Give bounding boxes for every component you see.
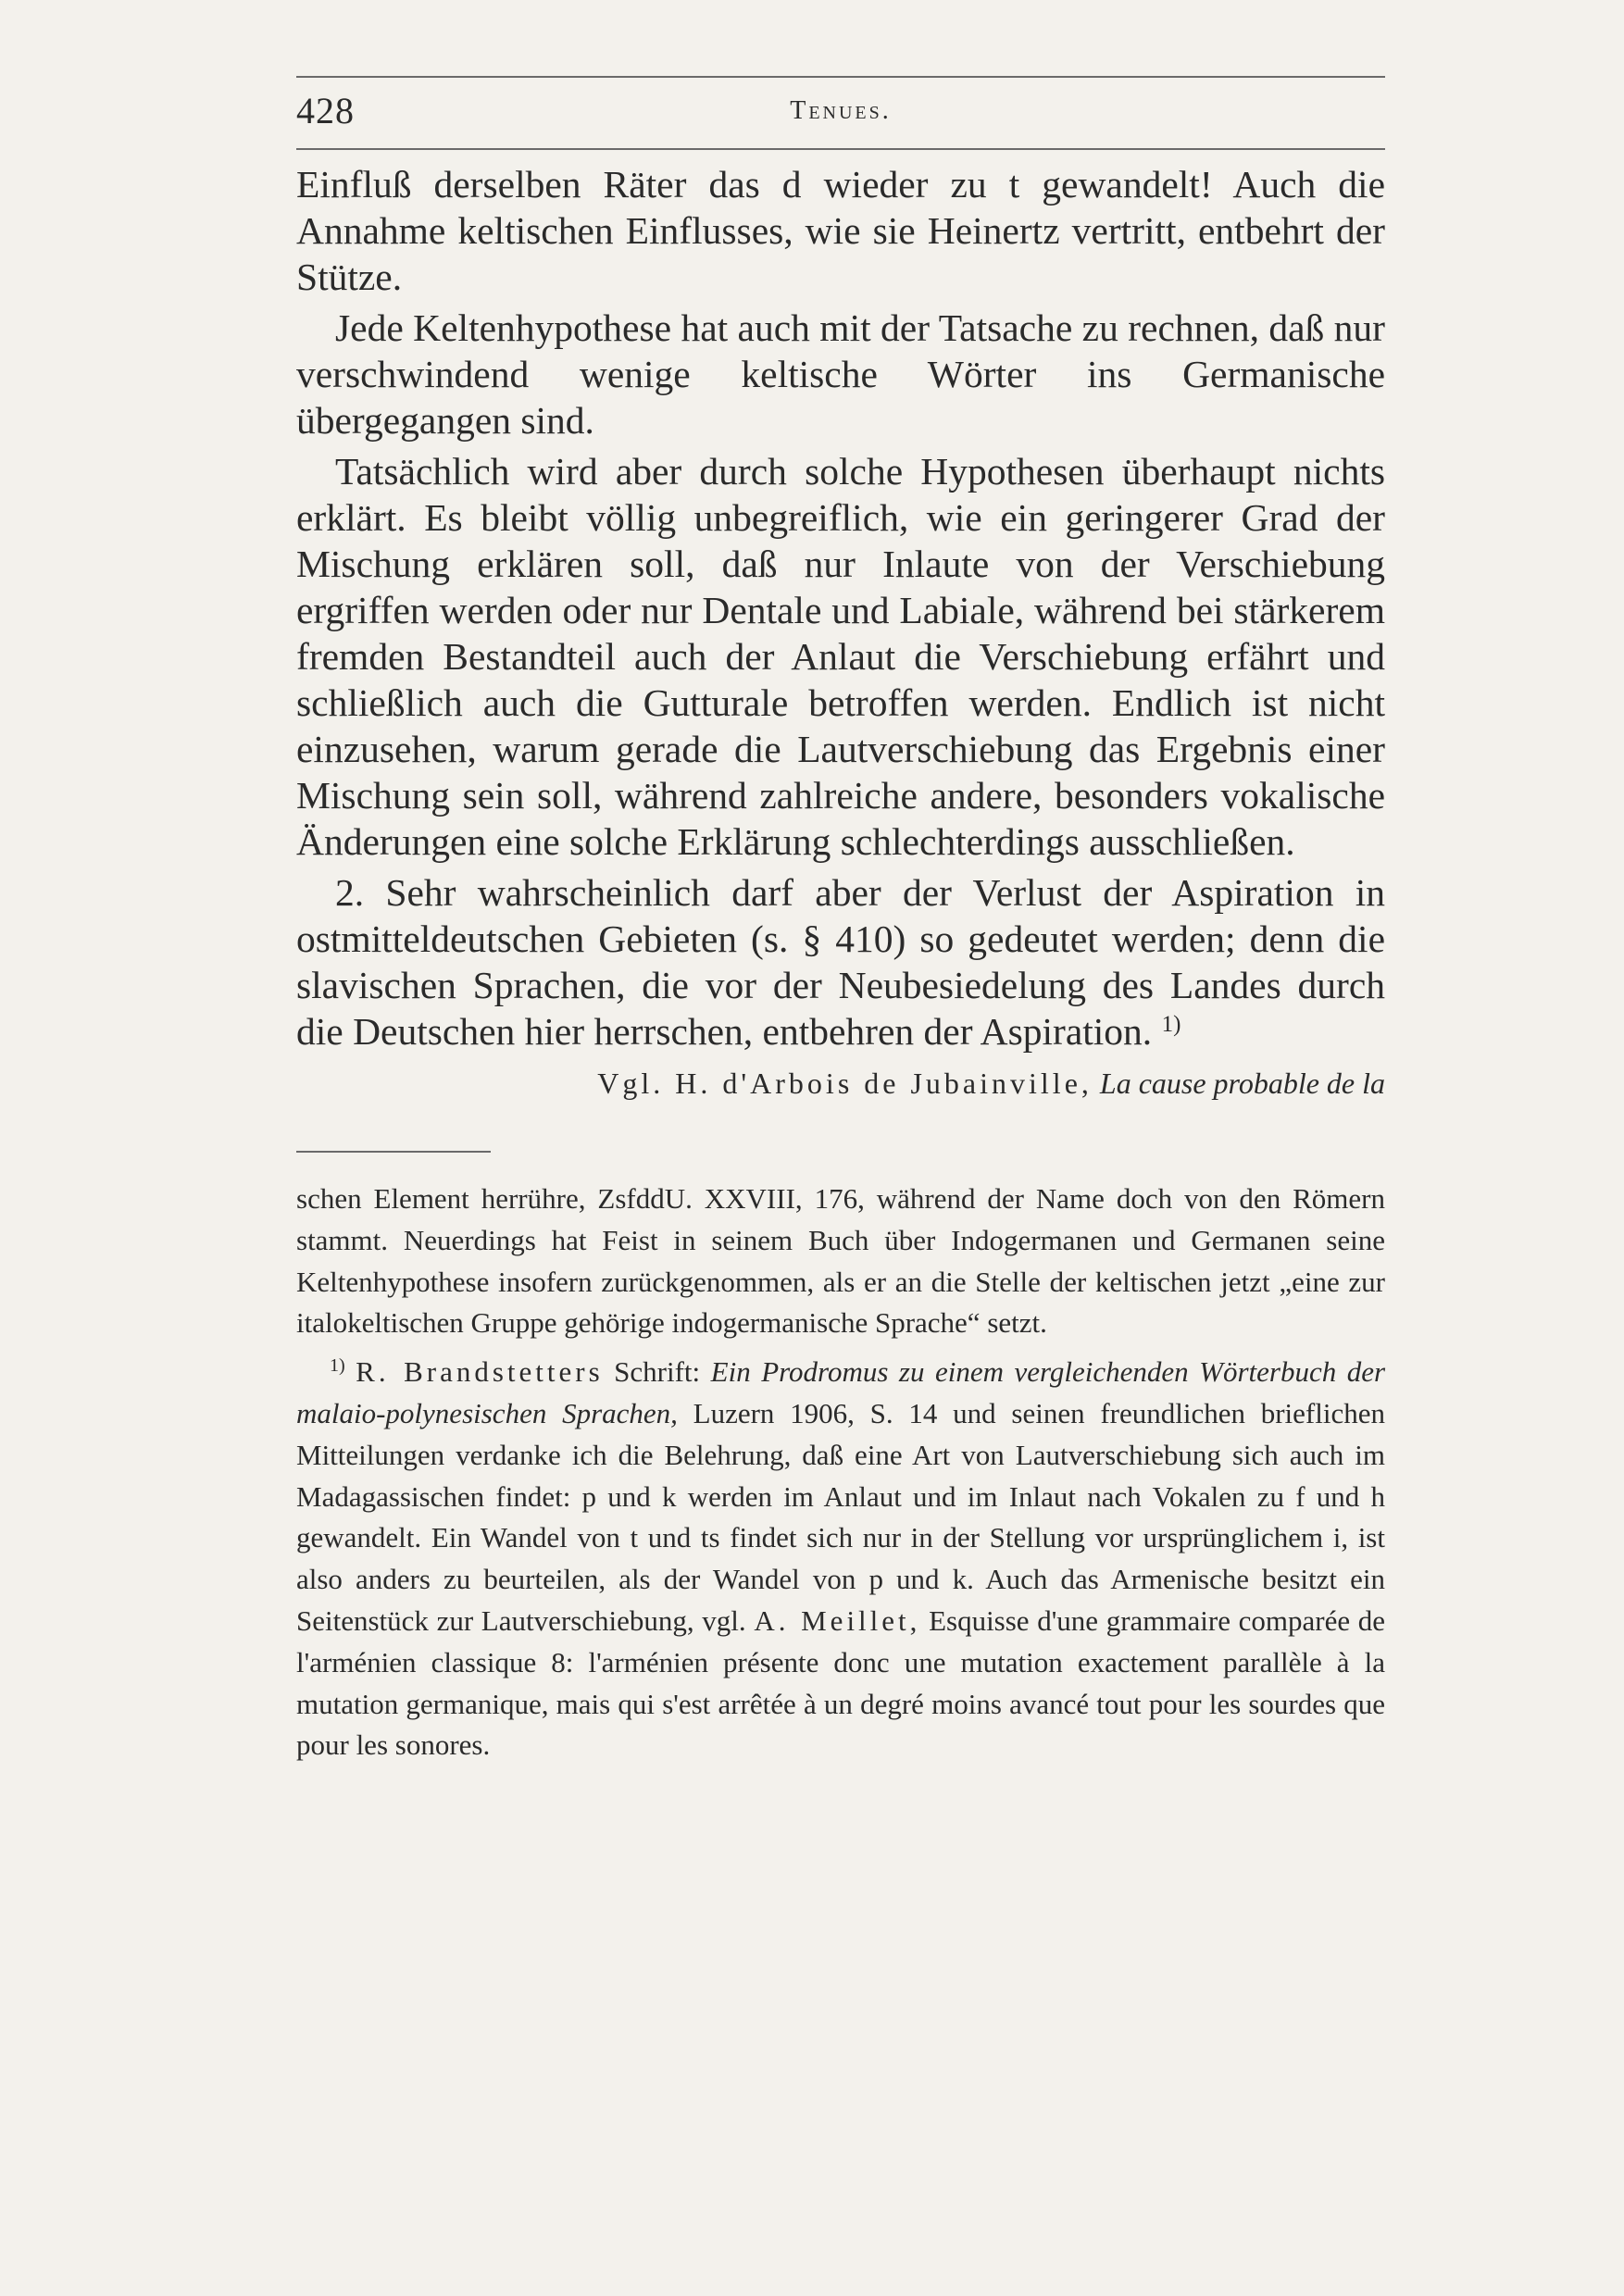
footnotes [296,1179,1385,1766]
book-page [296,76,1385,1774]
footnote-1-text2: Esquisse d'une grammaire comparée de l'arménien classique 8: l'arménien présente donc une mutation exactement parallèle à la mutation germanique, mais qui s'est arrêtée à un degré moins avancé tout pour les sourdes que pour les sonores. [296,1603,1386,1762]
body-paragraph: Einfluß derselben Räter das d wieder zu t gewandelt! Auch die Annahme keltischen Einflusses, wie sie Heinertz vertritt, entbehrt der Stütze. [296,163,1385,298]
footnote-1-title: Ein Prodromus zu einem vergleichenden Wörterbuch der malaio-polynesischen Sprachen, [296,1355,1386,1429]
footnote-1 [296,1352,1385,1766]
running-title: Tenues. [790,96,892,125]
footnote-marker: 1) [1161,1012,1181,1037]
body-paragraph [296,869,1385,1054]
footnote-1-lead: Schrift: [614,1355,701,1389]
footnote-1-marker: 1) [330,1355,345,1377]
citation-title: La cause probable de la [1099,1067,1385,1100]
page-number: 428 [296,90,355,131]
body-text [296,161,1385,1054]
footnote-1-author2: A. Meillet, [754,1603,921,1637]
body-paragraph-text: 2. Sehr wahrscheinlich darf aber der Verlust der Aspiration in ostmitteldeutschen Gebieten (s. § 410) so gedeutet werden; denn die slavischen Sprachen, die vor der Neubesiedelung des Landes durch die Deutschen hier herrschen, entbehren der Aspiration. [296,871,1385,1053]
citation-prefix: Vgl. H. d'Arbois de Jubainville, [597,1067,1093,1100]
footnote-1-author: R. Brandstetters [356,1355,604,1389]
citation-line [296,1060,1385,1106]
running-head [296,76,1385,150]
footnote-1-text: Luzern 1906, S. 14 und seinen freundlichen brieflichen Mitteilungen verdanke ich die Belehrung, daß eine Art von Lautverschiebung sich auch im Madagassischen findet: p und k werden im Anlaut und im Inlaut nach Vokalen zu f und h gewandelt. Ein Wandel von t und ts findet sich nur in der Stellung vor ursprünglichem i, ist also anders zu beurteilen, als der Wandel von p und k. Auch das Armenische besitzt ein Seitenstück zur Lautverschiebung, vgl. [296,1396,1385,1637]
body-paragraph: Jede Keltenhypothese hat auch mit der Tatsache zu rechnen, daß nur verschwindend wenige keltische Wörter ins Germanische übergegangen sind. [296,306,1385,442]
body-paragraph: Tatsächlich wird aber durch solche Hypothesen überhaupt nichts erklärt. Es bleibt völlig unbegreiflich, wie ein geringerer Grad der Mischung erklären soll, daß nur Inlaute von der Verschiebung ergriffen werden oder nur Dentale und Labiale, während bei stärkerem fremden Bestandteil auch der Anlaut die Verschiebung erfährt und schließlich auch die Gutturale betroffen werden. Endlich ist nicht einzusehen, warum gerade die Lautverschiebung das Ergebnis einer Mischung sein soll, während zahlreiche andere, besonders vokalische Änderungen eine solche Erklärung schlechterdings ausschließen. [296,450,1385,863]
footnote-rule [296,1151,491,1153]
footnote-continued: schen Element herrühre, ZsfddU. XXVIII, 176, während der Name doch von den Römern stammt. Neuerdings hat Feist in seinem Buch über Indogermanen und Germanen seine Keltenhypothese insofern zurückgenommen, als er an die Stelle der keltischen jetzt „eine zur italokeltischen Gruppe gehörige indogermanische Sprache“ setzt. [296,1182,1385,1340]
